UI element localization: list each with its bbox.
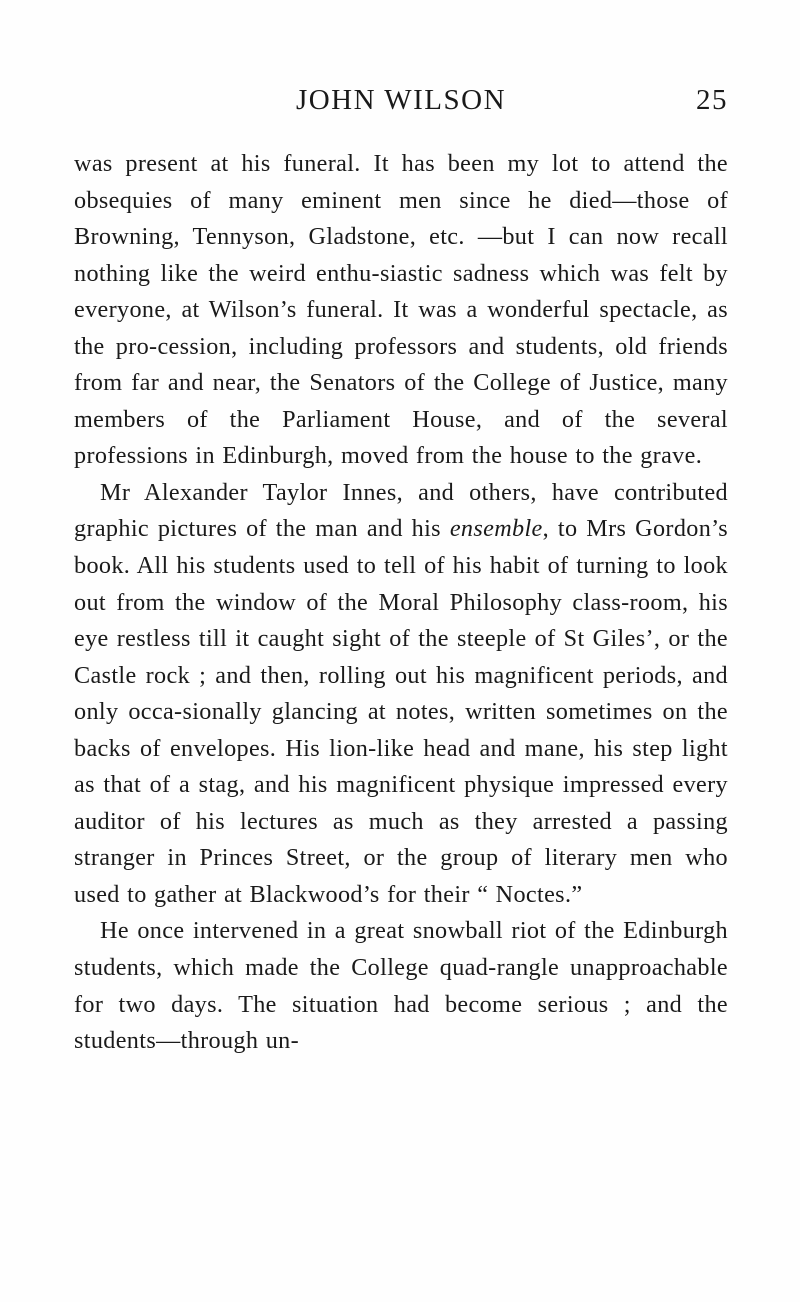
paragraph-3-text: He once intervened in a great snowball riot of the Edinburgh students, which made the College quad-rangle unapproachable for two days. The situation had become serious ; and the students—through un-	[74, 917, 728, 1055]
paragraph-1	[74, 146, 728, 475]
paragraph-2-text-a: Mr Alexander Taylor Innes, and others, have contributed graphic pictures of the man and his	[74, 478, 728, 543]
body-text	[74, 146, 728, 1060]
page-number: 25	[696, 84, 728, 116]
running-title: JOHN WILSON	[295, 84, 507, 116]
paragraph-1-text: was present at his funeral. It has been my lot to attend the obsequies of many eminent men since he died—those of Browning, Tennyson, Gladstone, etc. —but I can now recall nothing like the weird enthu-siastic sadness which was felt by everyone, at Wilson’s funeral. It was a wonderful spectacle, as the pro-cession, including professors and students, old friends from far and near, the Senators of the College of Justice, many members of the Parliament House, and of the several professions in Edinburgh, moved from the house to the grave.	[74, 150, 728, 470]
paragraph-2-text-b: , to Mrs Gordon’s book. All his students used to tell of his habit of turning to look out from the window of the Moral Philosophy class-room, his eye restless till it caught sight of the steeple of St Giles’, or the Castle rock ; and then, rolling out his magnificent periods, and only occa-sionally glancing at notes, written sometimes on the backs of envelopes. His lion-like head and mane, his step light as that of a stag, and his magnificent physique impressed every auditor of his lectures as much as they arrested a passing stranger in Princes Street, or the group of literary men who used to gather at Blackwood’s for their “ Noctes.”	[74, 515, 728, 908]
italic-ensemble: ensemble	[449, 515, 543, 543]
paragraph-3	[74, 913, 728, 1059]
running-head	[74, 84, 728, 124]
paragraph-2	[74, 475, 728, 914]
